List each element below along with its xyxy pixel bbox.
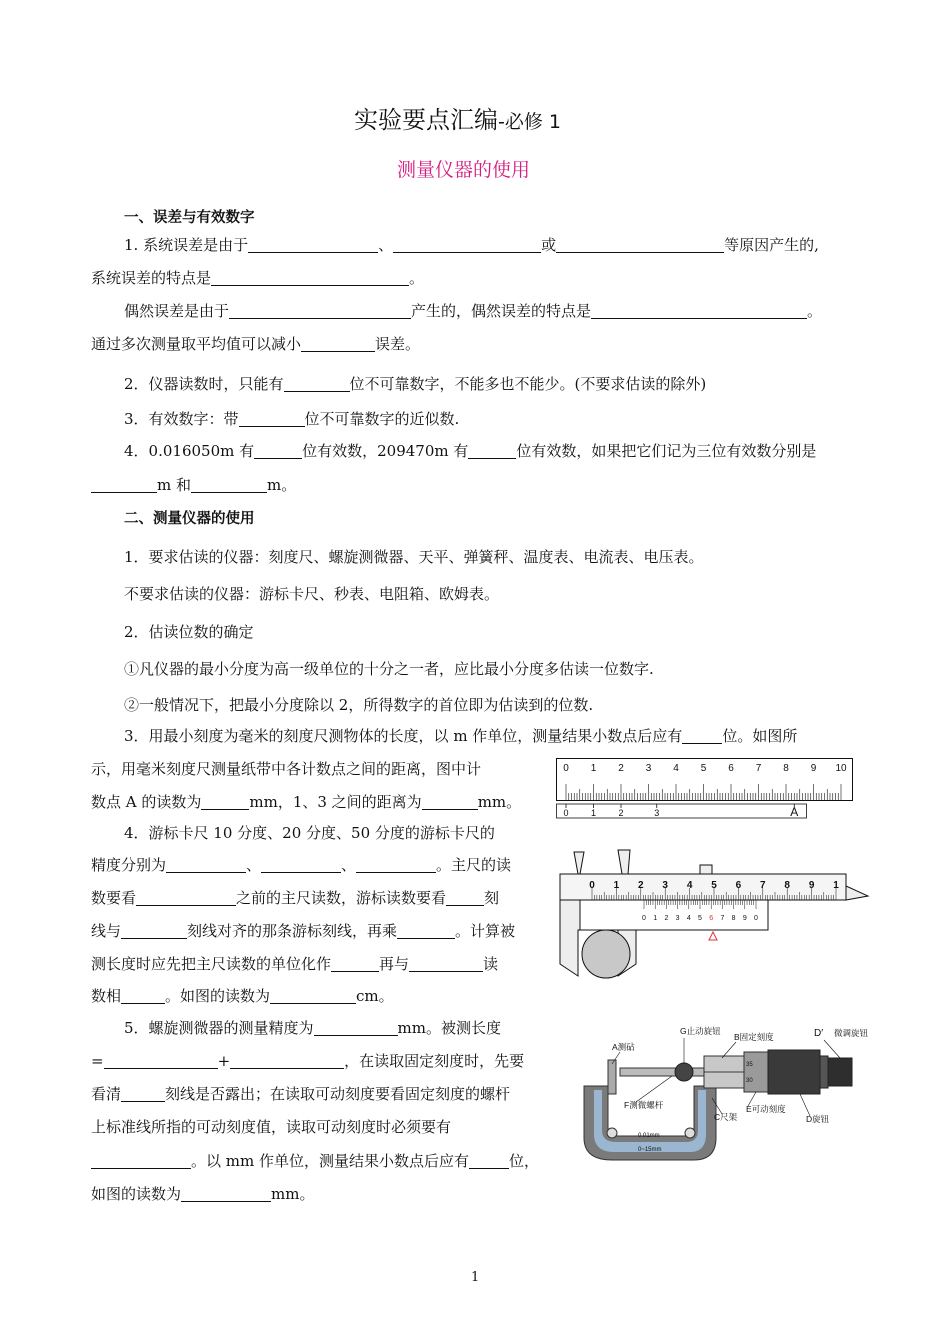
alignment-marker bbox=[709, 932, 717, 940]
text: 等原因产生的, bbox=[724, 236, 819, 254]
main-label: 6 bbox=[735, 880, 742, 891]
text: 或 bbox=[541, 236, 557, 254]
text: 看清 bbox=[91, 1085, 122, 1103]
text: 刻 bbox=[484, 889, 500, 907]
depth-rod bbox=[846, 886, 868, 900]
s2-q5-line6 bbox=[91, 1183, 314, 1205]
s2-p1: 1．要求估读的仪器：刻度尺、螺旋测微器、天平、弹簧秤、温度表、电流表、电压表。 bbox=[124, 548, 704, 566]
blank[interactable] bbox=[446, 890, 484, 906]
ruler-label: 2 bbox=[618, 763, 624, 774]
blank[interactable] bbox=[261, 857, 341, 873]
text: 、 bbox=[246, 856, 262, 874]
anvil bbox=[608, 1060, 616, 1094]
text: 4．0.016050m 有 bbox=[124, 442, 255, 460]
text: cm。 bbox=[356, 987, 394, 1005]
text: 。 bbox=[409, 269, 425, 287]
thimble-number: 30 bbox=[746, 1078, 753, 1084]
text: 数要看 bbox=[91, 889, 137, 907]
rivet bbox=[607, 1128, 617, 1138]
tape-label: 3 bbox=[654, 808, 660, 818]
vernier-label: 2 bbox=[664, 915, 669, 922]
text: m 和 bbox=[157, 476, 191, 494]
tape-label: A bbox=[790, 805, 799, 819]
vernier-label: 7 bbox=[720, 915, 725, 922]
text: mm，1、3 之间的距离为 bbox=[249, 793, 422, 811]
vernier-label: 9 bbox=[742, 915, 747, 922]
s2-q4-line3 bbox=[91, 887, 499, 909]
s1-q2 bbox=[124, 373, 706, 395]
text: + bbox=[217, 1052, 231, 1070]
s1-q1-line1 bbox=[124, 234, 819, 256]
text: 之前的主尺读数，游标读数要看 bbox=[236, 889, 447, 907]
text: 。 bbox=[807, 302, 823, 320]
ruler-figure bbox=[556, 758, 854, 824]
title-main: 实验要点汇编 bbox=[354, 106, 498, 134]
main-label: 1 bbox=[833, 880, 839, 891]
vernier-label: 0 bbox=[754, 915, 758, 922]
main-label: 5 bbox=[711, 880, 717, 891]
s2-q5-line2 bbox=[91, 1050, 524, 1072]
main-label: 2 bbox=[638, 880, 644, 891]
blank[interactable] bbox=[121, 923, 187, 939]
s2-q5-line4: 上标准线所指的可动刻度值，读取可动刻度时必须要有 bbox=[91, 1118, 452, 1136]
text: 3．有效数字：带 bbox=[124, 410, 239, 428]
page-number: 1 bbox=[471, 1270, 480, 1285]
thimble-number: 35 bbox=[746, 1062, 753, 1068]
title-suffix: -必修 1 bbox=[498, 111, 561, 133]
text: mm。 bbox=[271, 1185, 315, 1203]
blank[interactable] bbox=[397, 923, 455, 939]
blank[interactable] bbox=[301, 336, 375, 352]
blank[interactable] bbox=[393, 237, 541, 253]
text: 系统误差的特点是 bbox=[91, 269, 212, 287]
text: 。计算被 bbox=[455, 922, 516, 940]
blank[interactable] bbox=[191, 477, 267, 493]
text: 5．螺旋测微器的测量精度为 bbox=[124, 1019, 314, 1037]
leader-line bbox=[636, 1076, 672, 1102]
lower-jaw-fixed bbox=[560, 900, 580, 976]
label-e: E可动刻度 bbox=[746, 1104, 786, 1114]
leader-line bbox=[824, 1040, 840, 1058]
text: 。如图的读数为 bbox=[165, 987, 271, 1005]
vernier-slider bbox=[580, 900, 768, 930]
s2-q5-line3 bbox=[91, 1083, 510, 1105]
s2-p5: ②一般情况下，把最小分度除以 2，所得数字的首位即为估读到的位数. bbox=[124, 696, 594, 714]
text: 位。如图所 bbox=[722, 727, 798, 745]
text: 刻线对齐的那条游标刻线，再乘 bbox=[187, 922, 398, 940]
ruler-label: 9 bbox=[810, 763, 817, 774]
blank[interactable] bbox=[211, 270, 409, 286]
text: 位有效数，如果把它们记为三位有效数分别是 bbox=[516, 442, 817, 460]
label-a: A测砧 bbox=[612, 1042, 635, 1052]
text: 位不可靠数字，不能多也不能少。(不要求估读的除外) bbox=[349, 375, 707, 393]
page-title bbox=[354, 100, 561, 135]
s1-q4-line1 bbox=[124, 440, 816, 462]
blank[interactable] bbox=[254, 443, 302, 459]
ruler-label: 6 bbox=[728, 763, 734, 774]
s2-q4-line1: 4．游标卡尺 10 分度、20 分度、50 分度的游标卡尺的 bbox=[124, 824, 495, 842]
label-g: G止动旋钮 bbox=[680, 1026, 721, 1036]
label-b: B固定刻度 bbox=[734, 1032, 774, 1042]
caliper-figure bbox=[556, 844, 870, 984]
ruler-label: 0 bbox=[563, 763, 569, 774]
text: 、 bbox=[378, 236, 394, 254]
s1-q4-line2 bbox=[91, 474, 296, 496]
blank[interactable] bbox=[409, 956, 483, 972]
s2-q4-line6 bbox=[91, 985, 394, 1007]
text: 1. 系统误差是由于 bbox=[124, 236, 249, 254]
upper-jaw-right bbox=[618, 850, 630, 874]
main-label: 1 bbox=[613, 880, 620, 891]
knurled-knob bbox=[768, 1050, 820, 1094]
main-label: 4 bbox=[686, 880, 693, 891]
text: 位有效数，209470m 有 bbox=[302, 442, 469, 460]
label-d-prime: D′ bbox=[814, 1028, 824, 1039]
blank[interactable] bbox=[181, 1186, 271, 1202]
text: 再与 bbox=[379, 955, 410, 973]
text: m。 bbox=[267, 476, 297, 494]
text: 。以 mm 作单位，测量结果小数点后应有 bbox=[191, 1152, 469, 1170]
blank[interactable] bbox=[469, 1153, 509, 1169]
vernier-label: 6 bbox=[709, 915, 714, 922]
text: 刻线是否露出；在读取可动刻度要看固定刻度的螺杆 bbox=[165, 1085, 511, 1103]
s2-q5-line1 bbox=[124, 1017, 501, 1039]
s2-q4-line5 bbox=[91, 953, 498, 975]
text: 误差。 bbox=[375, 335, 421, 353]
tape-label: 1 bbox=[590, 808, 597, 818]
blank[interactable] bbox=[331, 956, 379, 972]
vernier-label: 1 bbox=[653, 915, 658, 922]
section2-heading: 二、测量仪器的使用 bbox=[124, 511, 255, 527]
micrometer-figure bbox=[572, 1020, 882, 1164]
blank[interactable] bbox=[422, 794, 478, 810]
s2-p2: 不要求估读的仪器：游标卡尺、秒表、电阻箱、欧姆表。 bbox=[124, 585, 500, 603]
main-label: 8 bbox=[784, 880, 790, 891]
main-label: 0 bbox=[589, 880, 595, 891]
blank[interactable] bbox=[230, 1053, 344, 1069]
knob-collar bbox=[820, 1056, 828, 1088]
ruler-label: 3 bbox=[645, 763, 652, 774]
ruler-label: 4 bbox=[673, 763, 679, 774]
blank[interactable] bbox=[591, 303, 807, 319]
text: 数点 A 的读数为 bbox=[91, 793, 202, 811]
text: = bbox=[91, 1052, 104, 1070]
blank[interactable] bbox=[104, 1053, 218, 1069]
s2-p3: 2．估读位数的确定 bbox=[124, 623, 254, 641]
text: 位不可靠数字的近似数. bbox=[304, 410, 460, 428]
measured-ball bbox=[582, 930, 630, 978]
text: mm。被测长度 bbox=[397, 1019, 501, 1037]
s1-q1-line4 bbox=[91, 333, 420, 355]
tape-label: 2 bbox=[618, 808, 624, 818]
s2-p4: ①凡仪器的最小分度为高一级单位的十分之一者，应比最小分度多估读一位数字. bbox=[124, 660, 654, 678]
s2-q3-line2: 示，用毫米刻度尺测量纸带中各计数点之间的距离，图中计 bbox=[91, 760, 482, 778]
blank[interactable] bbox=[239, 411, 305, 427]
main-scale-bar bbox=[560, 874, 846, 900]
plate-precision: 0.01mm bbox=[638, 1133, 660, 1139]
label-d-prime-text: 微调旋钮 bbox=[834, 1028, 869, 1038]
blank[interactable] bbox=[91, 477, 157, 493]
s2-q5-line5 bbox=[91, 1150, 539, 1172]
s2-q4-line4 bbox=[91, 920, 515, 942]
text: 、 bbox=[341, 856, 357, 874]
blank[interactable] bbox=[468, 443, 516, 459]
label-d: D旋钮 bbox=[806, 1114, 830, 1124]
leader-line bbox=[800, 1094, 810, 1116]
vernier-label: 5 bbox=[698, 915, 702, 922]
s1-q1-line2 bbox=[91, 267, 424, 289]
label-c: C尺架 bbox=[714, 1112, 738, 1122]
blank[interactable] bbox=[121, 988, 165, 1004]
blank[interactable] bbox=[136, 890, 236, 906]
main-label: 9 bbox=[808, 880, 815, 891]
text: 偶然误差是由于 bbox=[124, 302, 230, 320]
blank[interactable] bbox=[314, 1020, 398, 1036]
ruler-label: 8 bbox=[783, 763, 789, 774]
ruler-label: 5 bbox=[700, 763, 707, 774]
blank[interactable] bbox=[284, 376, 350, 392]
ruler-label: 1 bbox=[590, 763, 597, 774]
blank[interactable] bbox=[556, 237, 724, 253]
tape-label: 0 bbox=[563, 808, 569, 818]
text: 3．用最小刻度为毫米的刻度尺测物体的长度，以 m 作单位，测量结果小数点后应有 bbox=[124, 727, 683, 745]
blank[interactable] bbox=[121, 1086, 165, 1102]
s2-q4-line2 bbox=[91, 854, 511, 876]
ruler-label: 10 bbox=[835, 763, 847, 774]
vernier-label: 3 bbox=[675, 915, 680, 922]
ratchet bbox=[828, 1058, 852, 1086]
blank[interactable] bbox=[201, 794, 249, 810]
label-f: F测微螺杆 bbox=[624, 1100, 664, 1110]
text: 线与 bbox=[91, 922, 122, 940]
blank[interactable] bbox=[270, 988, 356, 1004]
blank[interactable] bbox=[229, 303, 411, 319]
lock-screw bbox=[700, 865, 712, 874]
rivet bbox=[685, 1128, 695, 1138]
vernier-label: 0 bbox=[642, 915, 646, 922]
upper-jaw-left bbox=[574, 852, 584, 874]
main-label: 3 bbox=[662, 880, 668, 891]
ruler-label: 7 bbox=[755, 763, 762, 774]
text: 测长度时应先把主尺读数的单位化作 bbox=[91, 955, 332, 973]
text: 2．仪器读数时，只能有 bbox=[124, 375, 284, 393]
text: 位， bbox=[509, 1152, 540, 1170]
s1-q1-line3 bbox=[124, 300, 822, 322]
s2-q3-line1 bbox=[124, 725, 797, 747]
text: 精度分别为 bbox=[91, 856, 167, 874]
page-subtitle: 测量仪器的使用 bbox=[397, 159, 531, 181]
text: mm。 bbox=[477, 793, 522, 811]
vernier-label: 8 bbox=[731, 915, 736, 922]
text: 产生的，偶然误差的特点是 bbox=[411, 302, 592, 320]
text: 数相 bbox=[91, 987, 122, 1005]
text: 通过多次测量取平均值可以减小 bbox=[91, 335, 302, 353]
plate-range: 0~15mm bbox=[638, 1147, 662, 1153]
section1-heading: 一、误差与有效数字 bbox=[124, 210, 255, 226]
blank[interactable] bbox=[356, 857, 436, 873]
blank[interactable] bbox=[682, 728, 722, 744]
blank[interactable] bbox=[166, 857, 246, 873]
text: 读 bbox=[483, 955, 499, 973]
thimble bbox=[744, 1052, 768, 1092]
vernier-label: 4 bbox=[686, 915, 691, 922]
text: 如图的读数为 bbox=[91, 1185, 182, 1203]
text: 。主尺的读 bbox=[436, 856, 512, 874]
lock-knob bbox=[675, 1063, 693, 1081]
s1-q3 bbox=[124, 408, 459, 430]
s2-q3-line3 bbox=[91, 791, 521, 813]
main-label: 7 bbox=[760, 880, 766, 891]
blank[interactable] bbox=[91, 1153, 191, 1169]
text: ，在读取固定刻度时，先要 bbox=[344, 1052, 525, 1070]
blank[interactable] bbox=[248, 237, 378, 253]
